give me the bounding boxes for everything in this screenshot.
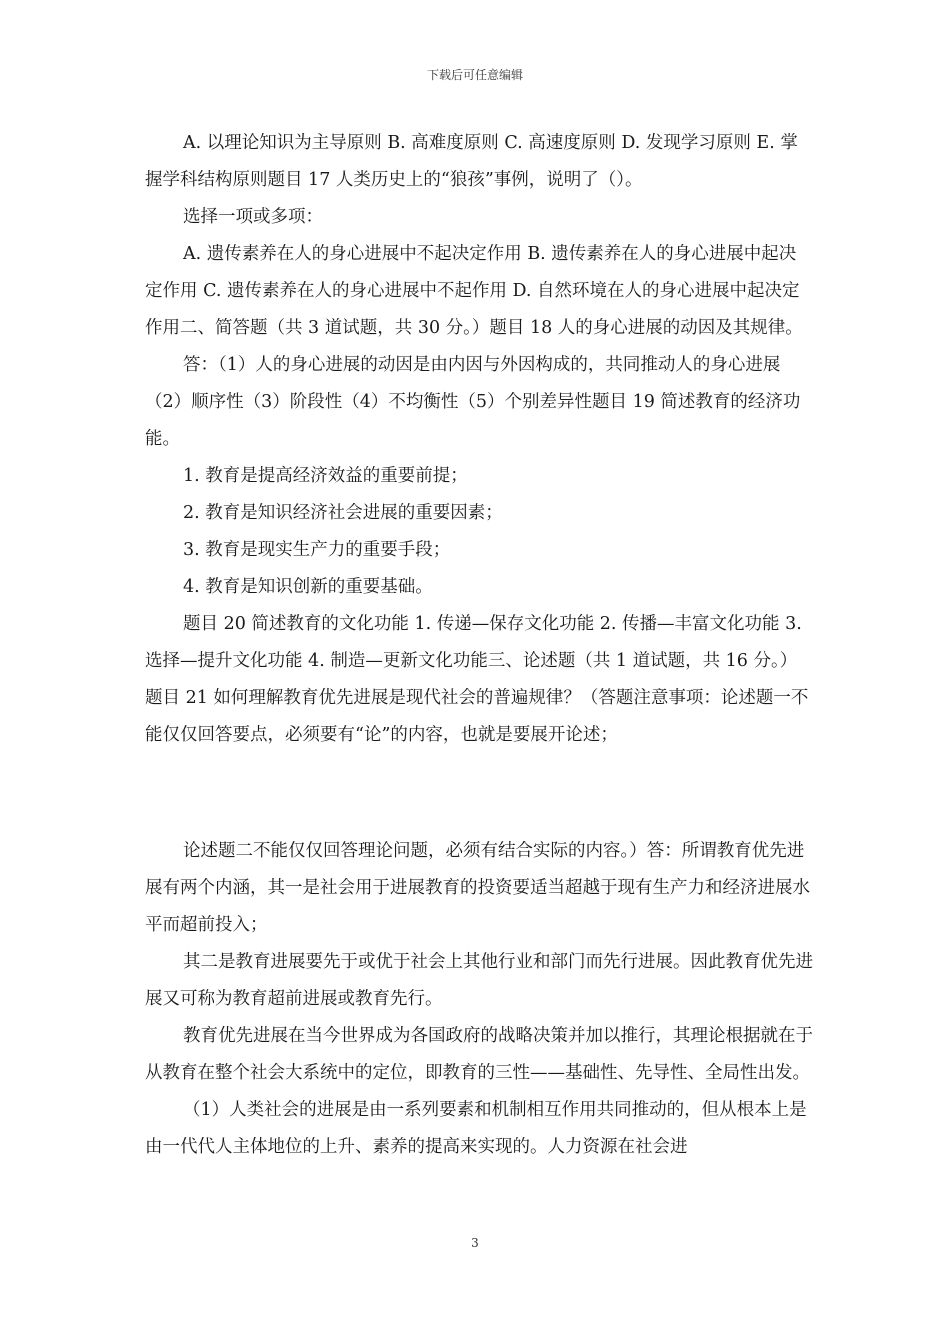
paragraph-answer-21: 论述题二不能仅仅回答理论问题，必须有结合实际的内容。）答：所谓教育优先进展有两个内涵，其一是社会用于进展教育的投资要适当超越于现有生产力和经济进展水平而超前投入； [145, 841, 810, 935]
list-item-1: 1. 教育是提高经济效益的重要前提； [183, 466, 468, 486]
paragraph-second-meaning: 其二是教育进展要先于或优于社会上其他行业和部门而先行进展。因此教育优先进展又可称为教育超前进展或教育先行。 [145, 952, 813, 1009]
document-body-top [145, 125, 813, 754]
document-body-bottom [145, 833, 813, 1166]
paragraph-theory-basis: 教育优先进展在当今世界成为各国政府的战略决策并加以推行，其理论根据就在于从教育在整个社会大系统中的定位，即教育的三性——基础性、先导性、全局性出发。 [145, 1026, 813, 1083]
paragraph-options-17: A. 以理论知识为主导原则 B. 高难度原则 C. 高速度原则 D. 发现学习原则 E. 掌握学科结构原则题目 17 人类历史上的“狼孩”事例，说明了（）。 [145, 133, 798, 190]
page-number: 3 [471, 1236, 479, 1250]
paragraph-options-18: A. 遗传素养在人的身心进展中不起决定作用 B. 遗传素养在人的身心进展中起决定作用 C. 遗传素养在人的身心进展中不起作用 D. 自然环境在人的身心进展中起决定作用二、简答题（共 3 道试题，共 30 分。）题目 18 人的身心进展的动因及其规律。 [145, 244, 803, 338]
list-item-2: 2. 教育是知识经济社会进展的重要因素； [183, 503, 503, 523]
paragraph-answer-18: 答：（1）人的身心进展的动因是由内因与外因构成的，共同推动人的身心进展（2）顺序性（3）阶段性（4）不均衡性（5）个别差异性题目 19 简述教育的经济功能。 [145, 355, 801, 449]
list-item-4: 4. 教育是知识创新的重要基础。 [183, 577, 433, 597]
paragraph-point-1: （1）人类社会的进展是由一系列要素和机制相互作用共同推动的，但从根本上是由一代代人主体地位的上升、素养的提高来实现的。人力资源在社会进 [145, 1100, 807, 1157]
paragraph-select-hint: 选择一项或多项： [183, 207, 323, 227]
paragraph-question-20-21: 题目 20 简述教育的文化功能 1. 传递—保存文化功能 2. 传播—丰富文化功能 3. 选择—提升文化功能 4. 制造—更新文化功能三、论述题（共 1 道试题，共 16 分。）题目 21 如何理解教育优先进展是现代社会的普遍规律？（答题注意事项：论述题一不能仅仅回答要点，必须要有“论”的内容，也就是要展开论述； [145, 614, 809, 745]
list-item-3: 3. 教育是现实生产力的重要手段； [183, 540, 451, 560]
page-header: 下载后可任意编辑 [426, 68, 523, 82]
